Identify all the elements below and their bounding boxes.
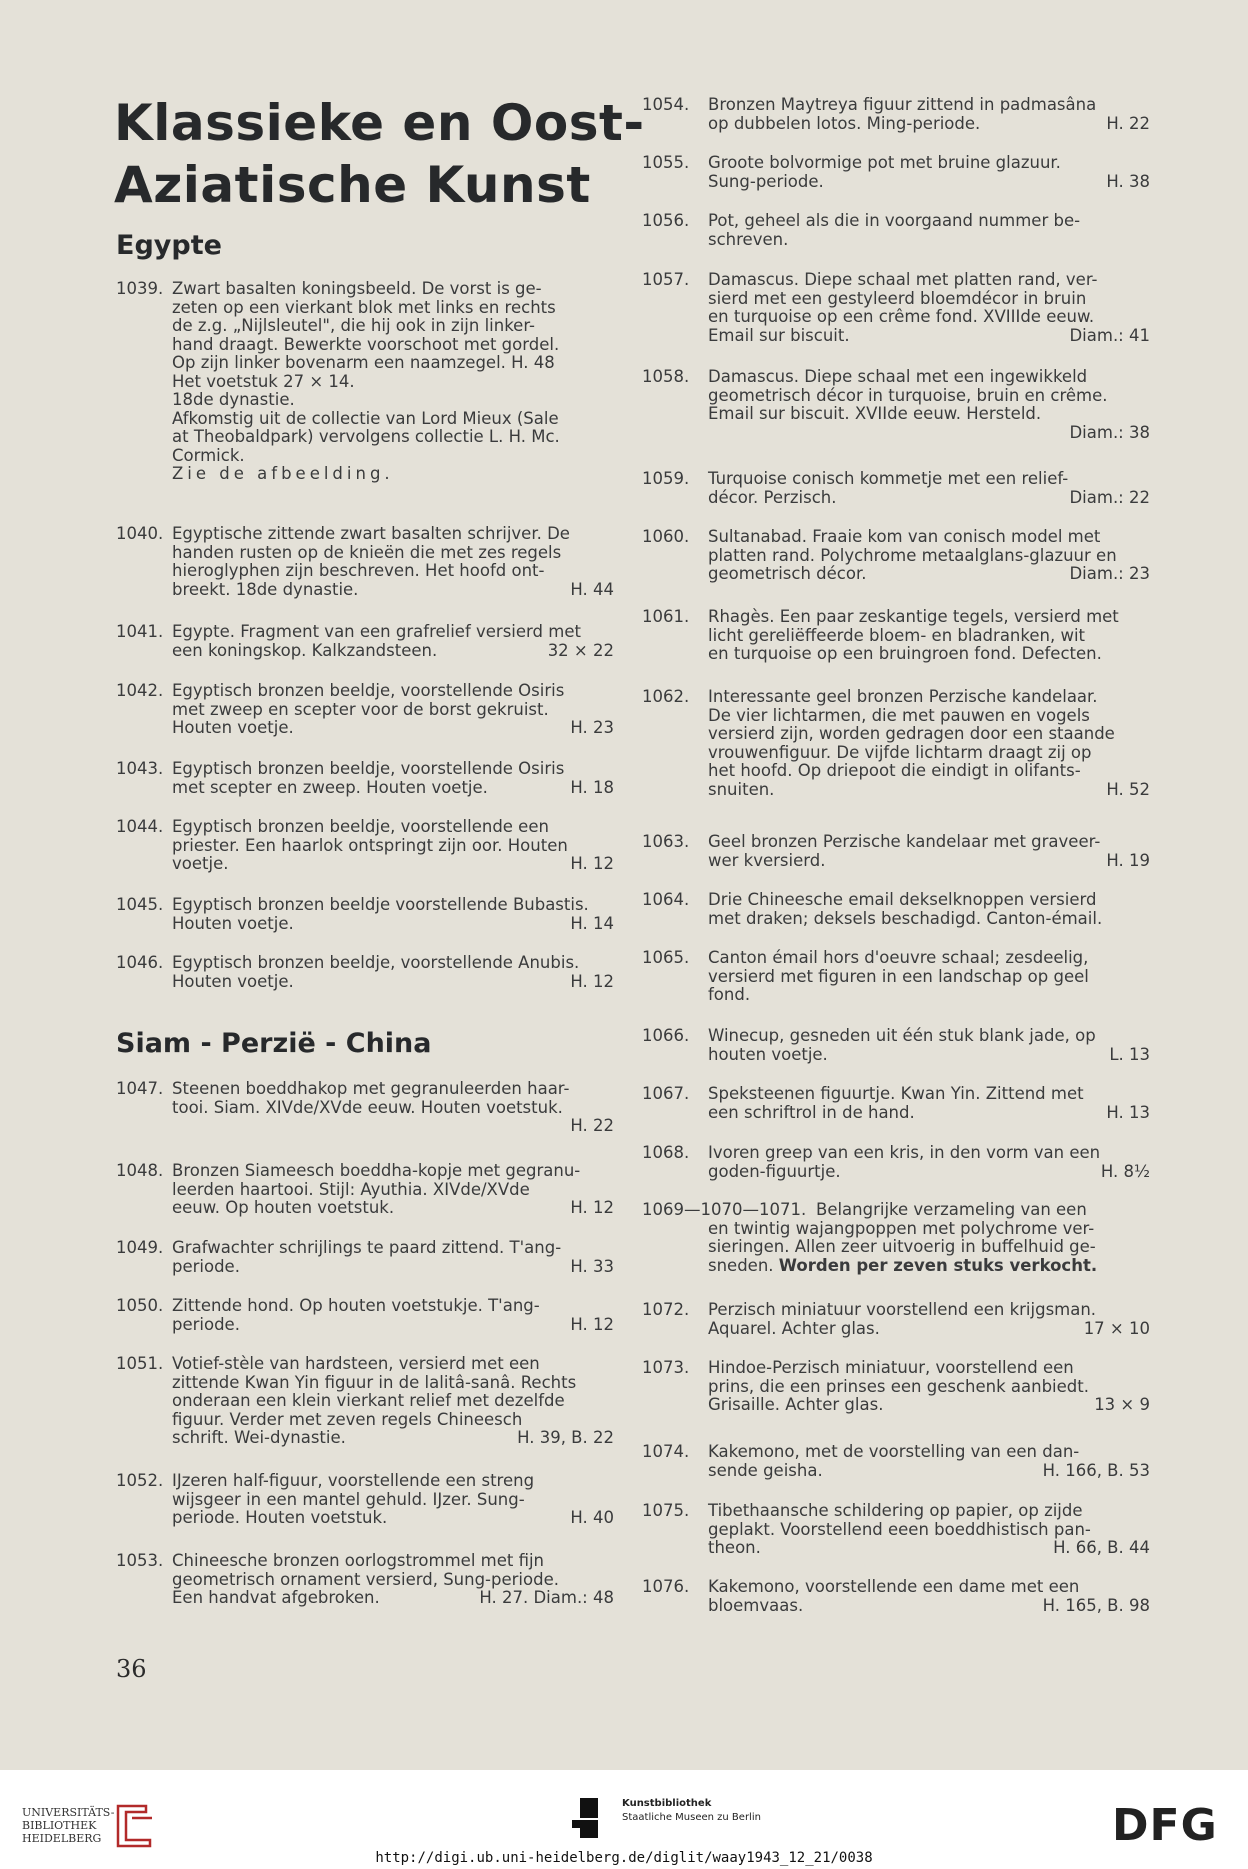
university-logo-icon xyxy=(112,1800,156,1848)
section-heading-egypte: Egypte xyxy=(116,230,222,261)
source-url[interactable]: http://digi.ub.uni-heidelberg.de/diglit/waay1943_12_21/0038 xyxy=(375,1850,873,1866)
dfg-logo: DFG xyxy=(1112,1800,1218,1851)
page-number: 36 xyxy=(116,1655,147,1683)
university-library-label: UNIVERSITÄTS- BIBLIOTHEK HEIDELBERG xyxy=(22,1806,115,1845)
main-heading: Klassieke en Oost- Aziatische Kunst xyxy=(114,94,645,214)
kunstbibliothek-logo-icon xyxy=(572,1796,612,1840)
catalog-page: Klassieke en Oost- Aziatische Kunst Egypte Siam - Perzië - China 1039. Zwart basalten koningsbeeld. De vorst is ge- zeten op een vierkant blok met links en rechts de z.g. „Nijlsleutel", die hij ook in zijn linker- hand draagt. Bewerkte voorschoot met gordel. Op zijn linker bovenarm een naamzegel. H. 48 Het voetstuk 27 × 14. 18de dynastie. Afkomstig uit de collectie van Lord Mieux (Sale at Theobaldpark) vervolgens collectie L. H. Mc. Cormick. Zie de afbeelding. 1040. Egyptische zittende zwart basalten schrijver. De handen rusten op de knieën die met zes regels hieroglyphen zijn beschreven. Het hoofd ont- breekt. 18de dynastie. H. 44 1041. Egypte. Fragment van een grafrelief versierd met een koningskop. Kalkzandsteen. 32 × 22 1042. Egyptisch bronzen beeldje, voorstellende Osiris met zweep en scepter voor de borst gekruist. Houten voetje. H. 23 1043. Egyptisch bronzen beeldje, voorstellende Osiris met scepter en zweep. Houten voetje. H. 18 1044. Egyptisch bronzen beeldje, voorstellende een priester. Een haarlok ontspringt zijn oor. Houten voetje. H. 12 1045. Egyptisch bronzen beeldje voorstellende Bubastis. Houten voetje. H. 14 1046. Egyptisch bronzen beeldje, voorstellende Anubis. Houten voetje. H. 12 1047. Steenen boeddhakop met gegranuleerden haar- tooi. Siam. XIVde/XVde eeuw. Houten voetstuk. H. 22 1048. Bronzen Siameesch boeddha-kopje met gegranu- leerden haartooi. Stijl: Ayuthia. XIVde/XVde eeuw. Op houten voetstuk. H. 12 1049. Grafwachter schrijlings te paard zittend. T'ang- periode. H. 33 1050. Zittende hond. Op houten voetstukje. T'ang- periode. H. 12 1051. Votief-stèle van hardsteen, versierd met een zittende Kwan Yin figuur in de lalitâ-sanâ. Rechts onderaan een klein vierkant relief met dezelfde figuur. Verder met zeven regels Chineesch schrift. Wei-dynastie. H. 39, B. 22 1052. IJzeren half-figuur, voorstellende een streng wijsgeer in een mantel gehuld. IJzer. Sung- periode. Houten voetstuk. H. 40 1053. Chineesche bronzen oorlogstrommel met fijn geometrisch ornament versierd, Sung-periode. Een handvat afgebroken. H. 27. Diam.: 48 1054. Bronzen Maytreya figuur zittend in padmasâna op dubbelen lotos. Ming-periode. H. 22 1055. Groote bolvormige pot met bruine glazuur. Sung-periode. H. 38 1056. Pot, geheel als die in voorgaand nummer be- schreven. 1057. Damascus. Diepe schaal met platten rand, ver- sierd met een gestyleerd bloemdécor in bruin en turquoise op een crême fond. XVIIIde eeuw. Email sur biscuit. Diam.: 41 1058. Damascus. Diepe schaal met een ingewikkeld geometrisch décor in turquoise, bruin en crême. Email sur biscuit. XVIIde eeuw. Hersteld. Diam.: 38 1059. Turquoise conisch kommetje met een relief- décor. Perzisch. Diam.: 22 1060. Sultanabad. Fraaie kom van conisch model met platten rand. Polychrome metaalglans-glazuur en geometrisch décor. Diam.: 23 1061. Rhagès. Een paar zeskantige tegels, versierd met licht gereliëffeerde bloem- en bladranken, wit en turquoise op een bruingroen fond. Defecten. 1062. Interessante geel bronzen Perzische kandelaar. De vier lichtarmen, die met pauwen en vogels versierd zijn, worden gedragen door een staande vrouwenfiguur. De vijfde lichtarm draagt zij op het hoofd. Op driepoot die eindigt in olifants- snuiten. H. 52 1063. Geel bronzen Perzische kandelaar met graveer- wer kversierd. H. 19 1064. Drie Chineesche email dekselknoppen versierd met draken; deksels beschadigd. Canton-émail. 1065. Canton émail hors d'oeuvre schaal; zesdeelig, versierd met figuren in een landschap op geel fond. 1066. Winecup, gesneden uit één stuk blank jade, op houten voetje. L. 13 1067. Speksteenen figuurtje. Kwan Yin. Zittend met een schriftrol in de hand. H. 13 1068. Ivoren greep van een kris, in den vorm van een goden-figuurtje. H. 8½ 1069—1070—1071. Belangrijke verzameling van een en twintig wajangpoppen met polychrome ver- sieringen. Allen zeer uitvoerig in buffelhuid ge- sneden. Worden per zeven stuks verkocht. 1072. Perzisch miniatuur voorstellend een krijgsman. Aquarel. Achter glas. 17 × 10 1073. Hindoe-Perzisch miniatuur, voorstellend een prins, die een prinses een geschenk aanbiedt. Grisaille. Achter glas. 13 × 9 1074. Kakemono, met de voorstelling van een dan- sende geisha. H. 166, B. 53 1075. Tibethaansche schildering op papier, op zijde geplakt. Voorstellend eeen boeddhistisch pan- theon. H. 66, B. 44 1076. Kakemono, voorstellende een dame met een bloemvaas. H. 165, B. 98 36 xyxy=(0,0,1248,1770)
kunstbibliothek-label: Kunstbibliothek Staatliche Museen zu Berlin xyxy=(622,1798,761,1823)
section-heading-siam: Siam - Perzië - China xyxy=(116,1028,432,1059)
